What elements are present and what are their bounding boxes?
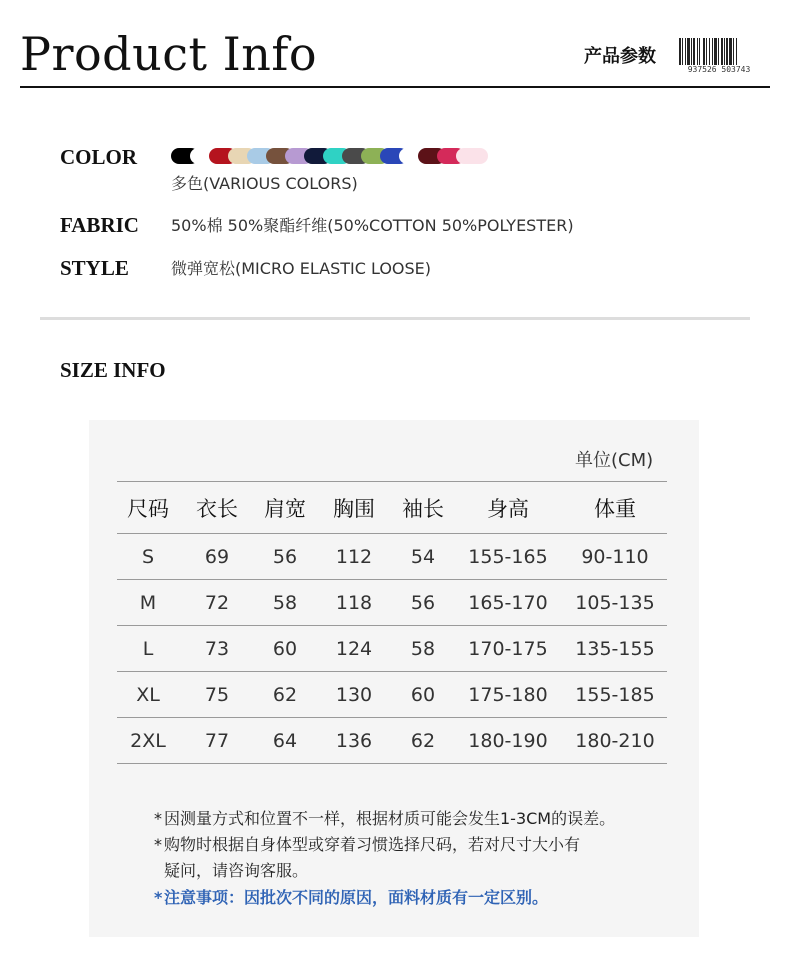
header-cell: 袖长 [393,482,453,534]
table-cell: 105-135 [563,580,667,626]
table-cell: 165-170 [453,580,563,626]
table-cell: 62 [393,718,453,764]
table-cell: 60 [255,626,315,672]
style-label: STYLE [60,256,129,280]
header-cell: 肩宽 [255,482,315,534]
table-cell: 118 [315,580,393,626]
note-marker: * [154,835,162,854]
page-title: Product Info [20,27,318,81]
size-table [117,481,667,764]
header-cell: 体重 [563,482,667,534]
color-value: 多色(VARIOUS COLORS) [171,174,358,193]
table-cell: 90-110 [563,534,667,580]
table-cell: 72 [179,580,255,626]
table-cell: 180-210 [563,718,667,764]
table-cell: L [117,626,179,672]
barcode-icon [678,38,760,76]
table-cell: 2XL [117,718,179,764]
table-cell: 155-185 [563,672,667,718]
color-swatches [171,148,491,164]
note-marker: * [154,809,162,828]
table-cell: S [117,534,179,580]
note-text: 因测量方式和位置不一样，根据材质可能会发生1-3CM的误差。 [164,809,616,828]
table-cell: 56 [393,580,453,626]
table-cell: 54 [393,534,453,580]
table-cell: 69 [179,534,255,580]
header-cell: 身高 [453,482,563,534]
table-cell: 180-190 [453,718,563,764]
note-measurement [154,806,615,832]
barcode-number: 937526 503743 [678,65,760,75]
table-cell: 58 [393,626,453,672]
note-marker: * [154,888,163,907]
table-row [117,672,667,718]
table-cell: 130 [315,672,393,718]
size-info-title: SIZE INFO [60,358,166,382]
size-table-header [117,482,667,534]
fabric-value: 50%棉 50%聚酯纤维(50%COTTON 50%POLYESTER) [171,216,574,235]
table-cell: 64 [255,718,315,764]
table-cell: 124 [315,626,393,672]
table-cell: 155-165 [453,534,563,580]
header-cell: 尺码 [117,482,179,534]
fabric-label: FABRIC [60,213,139,237]
note-attention [154,885,548,911]
header-cell: 衣长 [179,482,255,534]
color-label: COLOR [60,145,138,169]
style-value: 微弹宽松(MICRO ELASTIC LOOSE) [171,259,432,278]
table-cell: 136 [315,718,393,764]
table-cell: 56 [255,534,315,580]
table-cell: M [117,580,179,626]
title-divider [20,86,770,88]
table-cell: 170-175 [453,626,563,672]
table-row [117,534,667,580]
page-subtitle: 产品参数 [584,46,656,67]
table-row [117,580,667,626]
table-cell: 75 [179,672,255,718]
section-divider [40,317,750,320]
table-cell: 58 [255,580,315,626]
note-text: 购物时根据自身体型或穿着习惯选择尺码，若对尺寸大小有 [164,835,581,854]
table-cell: 77 [179,718,255,764]
table-row [117,718,667,764]
header-cell: 胸围 [315,482,393,534]
note-sizing-cont: 疑问，请咨询客服。 [164,861,309,880]
color-swatch [456,148,488,164]
table-cell: 112 [315,534,393,580]
table-cell: 135-155 [563,626,667,672]
unit-label: 单位(CM) [575,450,654,471]
table-cell: 60 [393,672,453,718]
table-cell: 175-180 [453,672,563,718]
table-cell: 62 [255,672,315,718]
note-text: 注意事项：因批次不同的原因，面料材质有一定区别。 [164,888,549,907]
table-cell: XL [117,672,179,718]
note-sizing [154,832,580,858]
table-cell: 73 [179,626,255,672]
table-row [117,626,667,672]
